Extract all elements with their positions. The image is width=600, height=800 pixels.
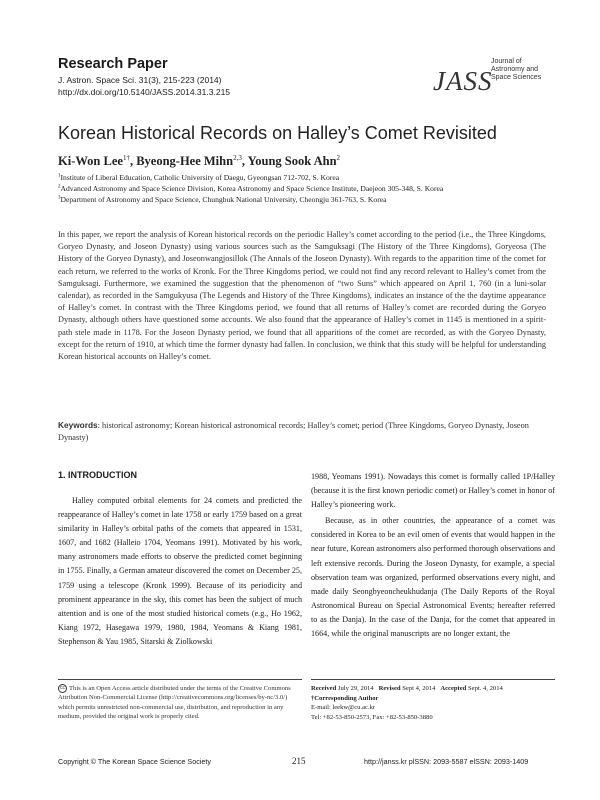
meta-divider [311, 679, 555, 680]
creative-commons-icon: cc [60, 685, 65, 691]
journal-citation: J. Astron. Space Sci. 31(3), 215-223 (2014) [58, 75, 222, 85]
author-email[interactable]: E-mail: leekw@cu.ac.kr [311, 704, 376, 712]
paper-title: Korean Historical Records on Halley’s Comet Revisited [58, 123, 497, 143]
revised-label: Revised [378, 685, 401, 692]
body-column-right [311, 470, 555, 641]
affiliation-2-num: 2 [58, 184, 61, 190]
accepted-date: Sept. 4, 2014 [468, 685, 503, 692]
logo-abbrev: JASS [433, 66, 493, 96]
doi-link[interactable]: http://dx.doi.org/10.5140/JASS.2014.31.3.215 [58, 87, 231, 97]
author-1-sup: 1† [122, 154, 130, 162]
journal-logo [433, 58, 553, 102]
affiliation-1-text: Institute of Liberal Education, Catholic University of Daegu, Gyeongsan 712-702, S. Korea [60, 173, 340, 182]
author-2-sup: 2,3 [233, 154, 242, 162]
affiliation-1 [58, 173, 339, 182]
author-3: , Young Sook Ahn [241, 154, 337, 169]
author-3-sup: 2 [336, 154, 341, 162]
logo-line-1: Journal of [491, 58, 522, 65]
revised-date: Sept 4, 2014 [402, 685, 436, 692]
affiliation-3-num: 3 [58, 195, 61, 201]
author-2: , Byeong-Hee Mihn [129, 154, 234, 169]
author-phone: Tel: +82-53-850-2573, Fax: +82-53-850-3880 [311, 713, 433, 721]
corresponding-author: †Corresponding Author [311, 694, 379, 702]
keywords-text: : historical astronomy; Korean historical astronomical records; Halley’s comet; period (Three Kingdoms, Goryeo Dynasty, Joseon Dynasty) [58, 421, 529, 443]
intro-paragraph-1-cont: 1988, Yeomans 1991). Nowadays this comet is formally called 1P/Halley (because it is the first known periodic comet) or Halley’s comet in honor of Halley’s pioneering work. [311, 472, 555, 510]
logo-line-3: Space Sciences [491, 74, 542, 81]
footer-copyright: Copyright © The Korean Space Science Society [58, 757, 211, 766]
affiliation-1-num: 1 [58, 173, 61, 179]
intro-paragraph-2: Because, as in other countries, the appearance of a comet was considered in Korea to be an evil omen of events that would happen in the near future, Korean astronomers also performed thorough observations and left extensive records. During the Joseon Dynasty, for example, a special observation team was organized, performed observations every night, and made daily Seongbyeoncheukhudanja (The Daily Reports of the Royal Astronomical Bureau on Special Astronomical Events; hereafter referred to as the Danja). In the case of the Danja, for the comet that appeared in 1664, while the original manuscripts are no longer extant, the [311, 516, 555, 639]
accepted-label: Accepted [440, 685, 467, 692]
received-date: July 29, 2014 [337, 685, 374, 692]
license-text: This is an Open Access article distributed under the terms of the Creative Commons Attribution Non-Commercial License (http://creativecommons.org/licenses/by-nc/3.0/) which permits unrestricted non-commercial use, distribution, and reproduction in any medium, provided the original work is properly cited. [58, 685, 291, 720]
body-column-left [58, 494, 302, 649]
license-notice [58, 684, 302, 721]
affiliation-3 [58, 195, 386, 204]
license-divider [58, 679, 302, 680]
page-number: 215 [292, 756, 306, 766]
paper-type: Research Paper [58, 56, 168, 72]
keywords-label: Keywords [58, 420, 98, 430]
author-1: Ki-Won Lee [58, 154, 123, 169]
article-dates [311, 684, 555, 694]
logo-subtitle [491, 58, 541, 82]
article-meta [311, 684, 555, 722]
section-heading: 1. INTRODUCTION [58, 470, 138, 480]
author-list [58, 154, 340, 169]
affiliation-2-text: Advanced Astronomy and Space Science Division, Korea Astronomy and Space Science Institute, Daejeon 305-348, S. Korea [60, 184, 444, 193]
footer-issn[interactable]: http://janss.kr plSSN: 2093-5587 elSSN: 2093-1409 [364, 757, 529, 766]
intro-paragraph-1: Halley computed orbital elements for 24 comets and predicted the reappearance of Halley’s comet in late 1758 or early 1759 based on a great similarity in Halley’s orbital paths of the comets that appeared in 1531, 1607, and 1682 (Halleio 1704, Yeomans 1991). Motivated by his work, many astronomers made efforts to observe the predicted comet beginning in 1755. Finally, a German amateur discovered the comet on December 25, 1759 using a telescope (Kronk 1999). Because of its periodicity and prominent appearance in the sky, this comet has been the subject of much attention and is one of the most studied historical comets (e.g., Ho 1962, Kiang 1972, Hasegawa 1979, 1980, 1984, Yeomans & Kiang 1981, Stephenson & Yau 1985, Sitarski & Ziolkowski [58, 496, 302, 646]
keywords [58, 419, 546, 444]
received-label: Received [311, 685, 337, 692]
logo-line-2: Astronomy and [491, 66, 539, 73]
abstract: In this paper, we report the analysis of Korean historical records on the periodic Halley’s comet according to the period (i.e., the Three Kingdoms, Goryeo Dynasty, and Joseon Dynasty) using various sources such as the Samguksagi (The History of the Three Kingdoms), Goryeosa (The History of the Goryeo Dynasty), and Joseonwangjosillok (The Annals of the Joseon Dynasty). With regards to the apparition time of the comet for each return, we referred to the works of Kronk. For the Three Kingdoms period, we could not find any record relevant to Halley’s comet from the Samguksagi. Furthermore, we examined the suggestion that the phenomenon of “two Suns” which appeared on April 1, 760 (in a luni-solar calendar), as recorded in the Samgukyusa (The Legends and History of the Three Kingdoms), indicates an instance of the the daytime appearance of Halley’s comet. In contrast with the Three Kingdoms period, we found that all returns of Halley’s comet are recorded during the Goryeo Dynasty, although others have questioned some accounts. We also found that the appearance of Halley’s comet in 1145 is mentioned in a spirit-path stele made in 1178. For the Joseon Dynasty period, we found that all apparitions of the comet are recorded, as with the Goryeo Dynasty, except for the return of 1910, at which time the former dynasty had fallen. In conclusion, we think that this study will be helpful for understanding Korean historical accounts on Halley’s comet. [58, 230, 546, 362]
affiliation-2 [58, 184, 443, 193]
affiliation-3-text: Department of Astronomy and Space Science, Chungbuk National University, Cheongju 361-763, S. Korea [60, 195, 387, 204]
